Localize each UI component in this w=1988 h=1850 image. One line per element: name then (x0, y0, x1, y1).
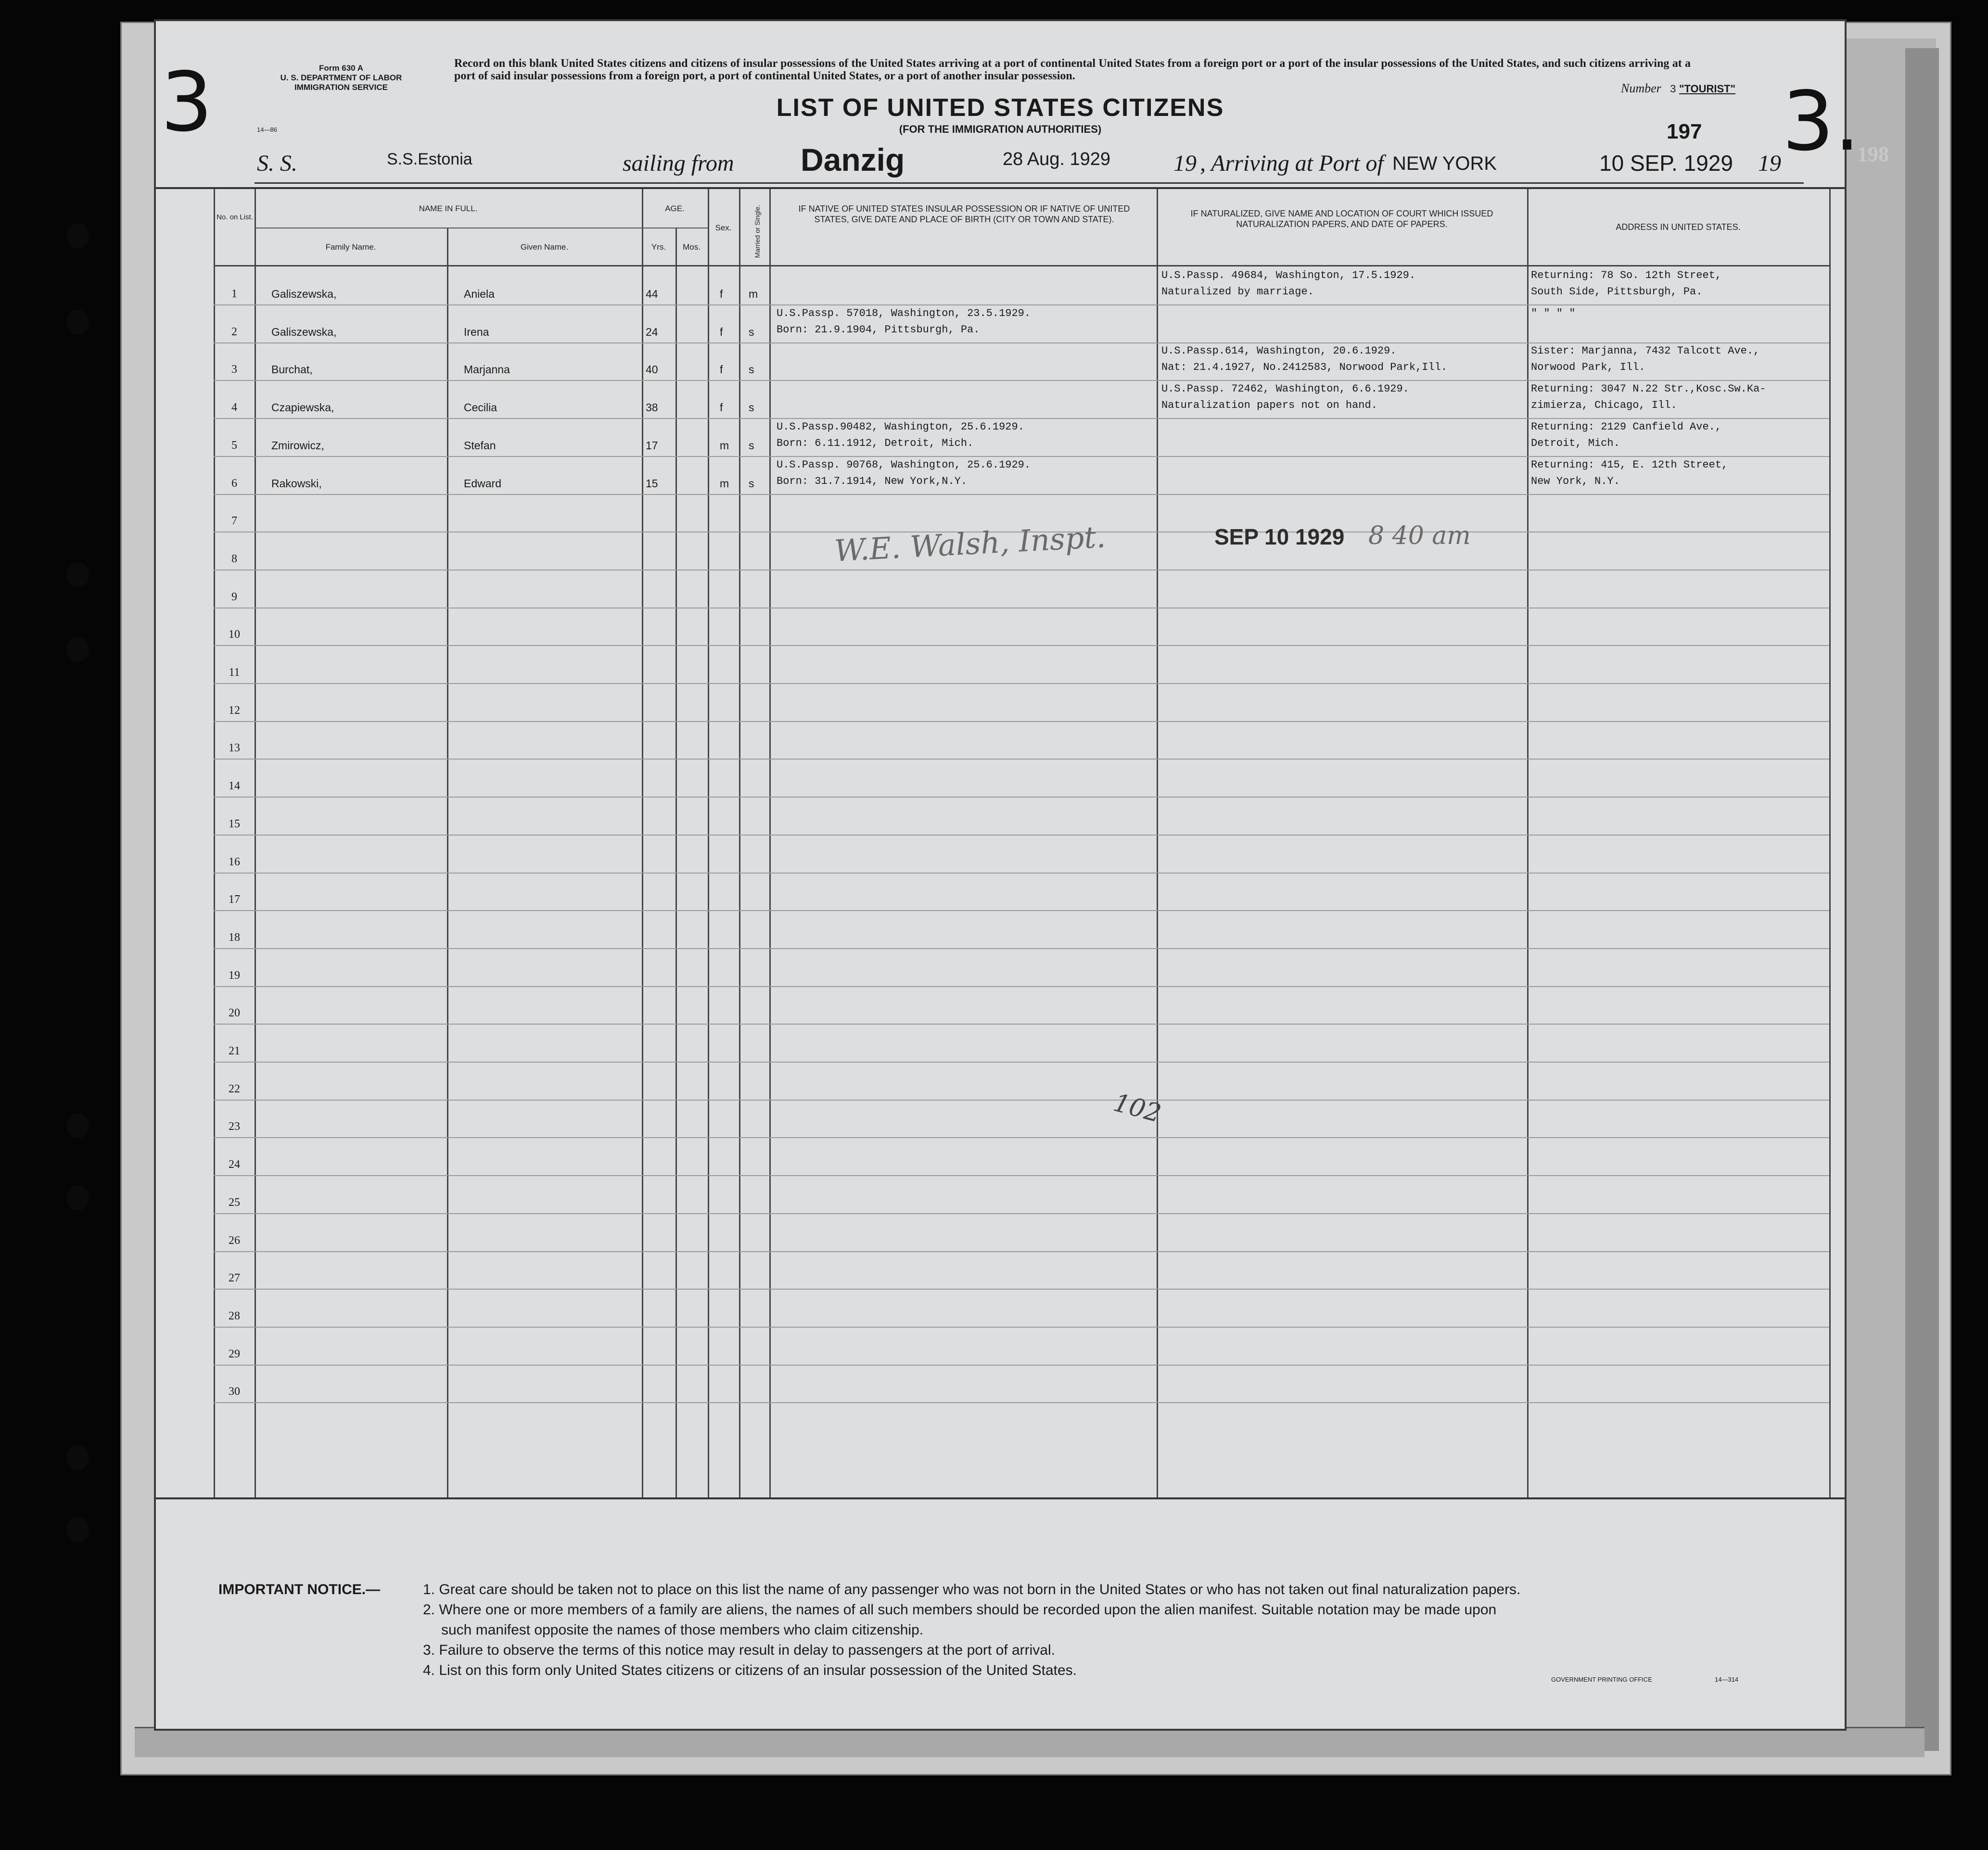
punch-hole (67, 1113, 89, 1138)
voyage-underline (255, 182, 1804, 184)
sail-year-prefix: 19 (1173, 151, 1197, 176)
row-number: 4 (231, 401, 237, 414)
marital-status-cell: s (749, 401, 754, 414)
document-title: LIST OF UNITED STATES CITIZENS (776, 94, 1224, 122)
port-to: NEW YORK (1392, 153, 1497, 174)
address-cell: " " " " (1531, 307, 1576, 319)
family-name-cell: Czapiewska, (271, 401, 334, 414)
punch-hole (67, 562, 89, 587)
row-rule (214, 1327, 1829, 1328)
row-number: 26 (229, 1234, 240, 1247)
row-rule (214, 683, 1829, 684)
row-rule (214, 1062, 1829, 1063)
page-number-left: 3 (161, 55, 213, 150)
marital-status-cell: s (749, 363, 754, 376)
arrive-date: 10 SEP. 1929 (1599, 151, 1733, 176)
row-number: 29 (229, 1347, 240, 1360)
upper-number: 197 (1667, 120, 1702, 143)
ship-name: S.S.Estonia (387, 150, 472, 168)
voyage-line (156, 142, 1845, 184)
row-rule (214, 342, 1829, 343)
row-number: 8 (231, 552, 237, 565)
passenger-table (156, 187, 1845, 1499)
stacked-pages-bottom (135, 1727, 1924, 1757)
row-number: 25 (229, 1196, 240, 1209)
service-name: IMMIGRATION SERVICE (294, 83, 388, 92)
age-years-cell: 15 (646, 477, 658, 490)
row-number: 9 (231, 590, 237, 603)
naturalization-cell: U.S.Passp.614, Washington, 20.6.1929. (1161, 345, 1397, 357)
row-number: 1 (231, 288, 237, 300)
col-given-name: Given Name. (520, 242, 569, 252)
form-info (269, 63, 413, 92)
printing-form-code: 14—314 (1715, 1676, 1739, 1683)
number-class: "TOURIST" (1679, 83, 1736, 95)
row-number: 19 (229, 969, 240, 982)
sex-cell: f (720, 401, 723, 414)
row-rule (214, 456, 1829, 457)
manifest-page (154, 19, 1861, 1731)
age-years-cell: 38 (646, 401, 658, 414)
row-rule (214, 797, 1829, 798)
family-name-cell: Galiszewska, (271, 325, 337, 338)
row-rule (214, 1251, 1829, 1252)
marital-status-cell: s (749, 477, 754, 490)
notice-item: 4. List on this form only United States citizens or citizens of an insular possession of the United States. (423, 1662, 1077, 1678)
col-age: AGE. (665, 204, 685, 213)
row-rule (214, 1365, 1829, 1366)
sex-cell: m (720, 439, 729, 452)
row-number: 18 (229, 931, 240, 944)
sex-cell: f (720, 288, 723, 300)
address-cell: zimierza, Chicago, Ill. (1531, 399, 1677, 412)
ss-label: S. S. (257, 151, 297, 176)
row-rule (214, 986, 1829, 987)
naturalization-cell: Naturalized by marriage. (1161, 286, 1314, 298)
address-cell: Returning: 415, E. 12th Street, (1531, 458, 1728, 471)
sex-cell: m (720, 477, 729, 490)
notice-item: such manifest opposite the names of those members who claim citizenship. (441, 1622, 924, 1638)
row-number: 13 (229, 742, 240, 755)
row-number: 24 (229, 1158, 240, 1171)
address-cell: Detroit, Mich. (1531, 437, 1620, 449)
notice-items (423, 1580, 1789, 1681)
naturalization-cell: U.S.Passp. 49684, Washington, 17.5.1929. (1161, 269, 1416, 281)
row-number: 23 (229, 1120, 240, 1133)
row-number: 3 (231, 363, 237, 376)
row-rule (214, 1289, 1829, 1290)
record-instructions: Record on this blank United States citizens and citizens of insular possessions of the United States arriving at a port of continental United States from a foreign port or a port of the insular possessions of the United States, and such citizens arriving at a port of said insular possessions from a foreign port, a port of continental United States, or a port of another insular possession. (454, 57, 1691, 82)
native-info-cell: Born: 21.9.1904, Pittsburgh, Pa. (777, 323, 980, 336)
col-native-info: IF NATIVE OF UNITED STATES INSULAR POSSESSION OR IF NATIVE OF UNITED STATES, GIVE DATE AND PLACE OF BIRTH (CITY OR TOWN AND STATE). (798, 204, 1130, 224)
page-mark: 102 (1110, 1088, 1164, 1128)
punch-hole (67, 637, 89, 662)
printing-office: GOVERNMENT PRINTING OFFICE (1551, 1676, 1652, 1683)
col-naturalized-info: IF NATURALIZED, GIVE NAME AND LOCATION OF COURT WHICH ISSUED NATURALIZATION PAPERS, AND DATE OF PAPERS. (1190, 209, 1493, 229)
arrive-year-prefix: 19 (1758, 151, 1781, 176)
punch-hole (67, 1517, 89, 1542)
row-rule (214, 759, 1829, 760)
row-area (156, 266, 1829, 1497)
row-number: 17 (229, 893, 240, 906)
row-number: 7 (231, 515, 237, 528)
family-name-cell: Burchat, (271, 363, 313, 376)
age-years-cell: 24 (646, 325, 658, 338)
age-years-cell: 44 (646, 288, 658, 300)
row-number: 6 (231, 477, 237, 490)
given-name-cell: Irena (464, 325, 489, 338)
given-name-cell: Edward (464, 477, 501, 490)
arrival-stamp-time: 8 40 am (1368, 521, 1471, 550)
notice-item: 1. Great care should be taken not to place on this list the name of any passenger who was not born in the United States or who has not taken out final naturalization papers. (423, 1582, 1521, 1597)
given-name-cell: Cecilia (464, 401, 497, 414)
col-sex: Sex. (715, 223, 732, 232)
notice-heading: IMPORTANT NOTICE.— (218, 1582, 381, 1597)
form-number: Form 630 A (319, 63, 363, 73)
given-name-cell: Marjanna (464, 363, 510, 376)
marital-status-cell: s (749, 325, 754, 338)
page-number-right: 3. (1782, 74, 1861, 169)
punch-hole (67, 1445, 89, 1470)
col-age-mos: Mos. (683, 242, 701, 252)
col-married-single: Married or Single. (753, 204, 761, 258)
notice-item: 2. Where one or more members of a family are aliens, the names of all such members should be recorded upon the alien manifest. Suitable notation may be made upon (423, 1602, 1497, 1618)
row-number: 22 (229, 1082, 240, 1095)
row-number: 14 (229, 780, 240, 793)
marital-status-cell: s (749, 439, 754, 452)
row-number: 5 (231, 439, 237, 452)
sailing-label: sailing from (623, 151, 734, 176)
arrival-stamp-date: SEP 10 1929 (1214, 524, 1345, 549)
family-name-cell: Galiszewska, (271, 288, 337, 300)
department-name: U. S. DEPARTMENT OF LABOR (280, 73, 402, 82)
col-age-yrs: Yrs. (651, 242, 666, 252)
sex-cell: f (720, 325, 723, 338)
naturalization-cell: Naturalization papers not on hand. (1161, 399, 1377, 412)
native-info-cell: U.S.Passp. 57018, Washington, 23.5.1929. (777, 307, 1031, 319)
row-rule (214, 835, 1829, 836)
row-rule (214, 873, 1829, 874)
row-rule (214, 1402, 1829, 1403)
row-number: 11 (229, 666, 240, 679)
sail-date: 28 Aug. 1929 (1003, 149, 1110, 169)
row-rule (214, 910, 1829, 911)
row-rule (214, 1024, 1829, 1025)
arriving-label: , Arriving at Port of (1200, 151, 1384, 176)
row-rule (214, 494, 1829, 495)
family-name-cell: Zmirowicz, (271, 439, 324, 452)
row-number: 2 (231, 325, 237, 338)
native-info-cell: Born: 31.7.1914, New York,N.Y. (777, 475, 968, 487)
row-rule (214, 1100, 1829, 1101)
marital-status-cell: m (749, 288, 758, 300)
small-form-code: 14—86 (257, 126, 277, 133)
col-name-in-full: NAME IN FULL. (419, 204, 478, 213)
row-rule (214, 304, 1829, 305)
native-info-cell: Born: 6.11.1912, Detroit, Mich. (777, 437, 974, 449)
family-name-cell: Rakowski, (271, 477, 322, 490)
binding-fold (1905, 48, 1939, 1751)
row-number: 21 (229, 1045, 240, 1057)
row-number: 15 (229, 817, 240, 830)
row-number: 10 (229, 628, 240, 641)
col-address: ADDRESS IN UNITED STATES. (1616, 222, 1741, 232)
row-number: 16 (229, 855, 240, 868)
given-name-cell: Stefan (464, 439, 496, 452)
native-info-cell: U.S.Passp.90482, Washington, 25.6.1929. (777, 420, 1024, 433)
adjacent-page-number: 198 (1857, 142, 1889, 166)
address-cell: Norwood Park, Ill. (1531, 361, 1645, 374)
punch-hole (67, 223, 89, 248)
document-subtitle: (FOR THE IMMIGRATION AUTHORITIES) (899, 123, 1102, 135)
row-rule (214, 418, 1829, 419)
address-cell: Returning: 2129 Canfield Ave., (1531, 420, 1722, 433)
row-rule (214, 1213, 1829, 1214)
punch-hole (67, 1185, 89, 1210)
row-rule (214, 1175, 1829, 1176)
notice-item: 3. Failure to observe the terms of this notice may result in delay to passengers at the port of arrival. (423, 1642, 1055, 1658)
address-cell: Returning: 3047 N.22 Str.,Kosc.Sw.Ka- (1531, 383, 1766, 395)
row-number: 30 (229, 1385, 240, 1398)
given-name-cell: Aniela (464, 288, 495, 300)
row-rule (214, 380, 1829, 381)
row-number: 20 (229, 1007, 240, 1020)
native-info-cell: U.S.Passp. 90768, Washington, 25.6.1929. (777, 458, 1031, 471)
sex-cell: f (720, 363, 723, 376)
number-label: Number (1621, 81, 1661, 95)
row-rule (214, 1137, 1829, 1138)
naturalization-cell: U.S.Passp. 72462, Washington, 6.6.1929. (1161, 383, 1409, 395)
row-number: 27 (229, 1272, 240, 1285)
row-number: 28 (229, 1309, 240, 1322)
age-years-cell: 40 (646, 363, 658, 376)
row-number: 12 (229, 704, 240, 717)
naturalization-cell: Nat: 21.4.1927, No.2412583, Norwood Park,Ill. (1161, 361, 1448, 374)
address-cell: Sister: Marjanna, 7432 Talcott Ave., (1531, 345, 1760, 357)
inspector-signature: W.E. Walsh, Inspt. (833, 519, 1107, 569)
port-from: Danzig (801, 142, 905, 177)
row-rule (214, 948, 1829, 949)
col-family-name: Family Name. (325, 242, 376, 252)
number-value: 3 (1670, 83, 1676, 95)
age-years-cell: 17 (646, 439, 658, 452)
punch-hole (67, 310, 89, 335)
col-no-on-list: No. on List. (217, 213, 253, 221)
row-rule (214, 645, 1829, 646)
address-cell: Returning: 78 So. 12th Street, (1531, 269, 1722, 281)
address-cell: New York, N.Y. (1531, 475, 1620, 487)
address-cell: South Side, Pittsburgh, Pa. (1531, 286, 1703, 298)
row-rule (214, 721, 1829, 722)
